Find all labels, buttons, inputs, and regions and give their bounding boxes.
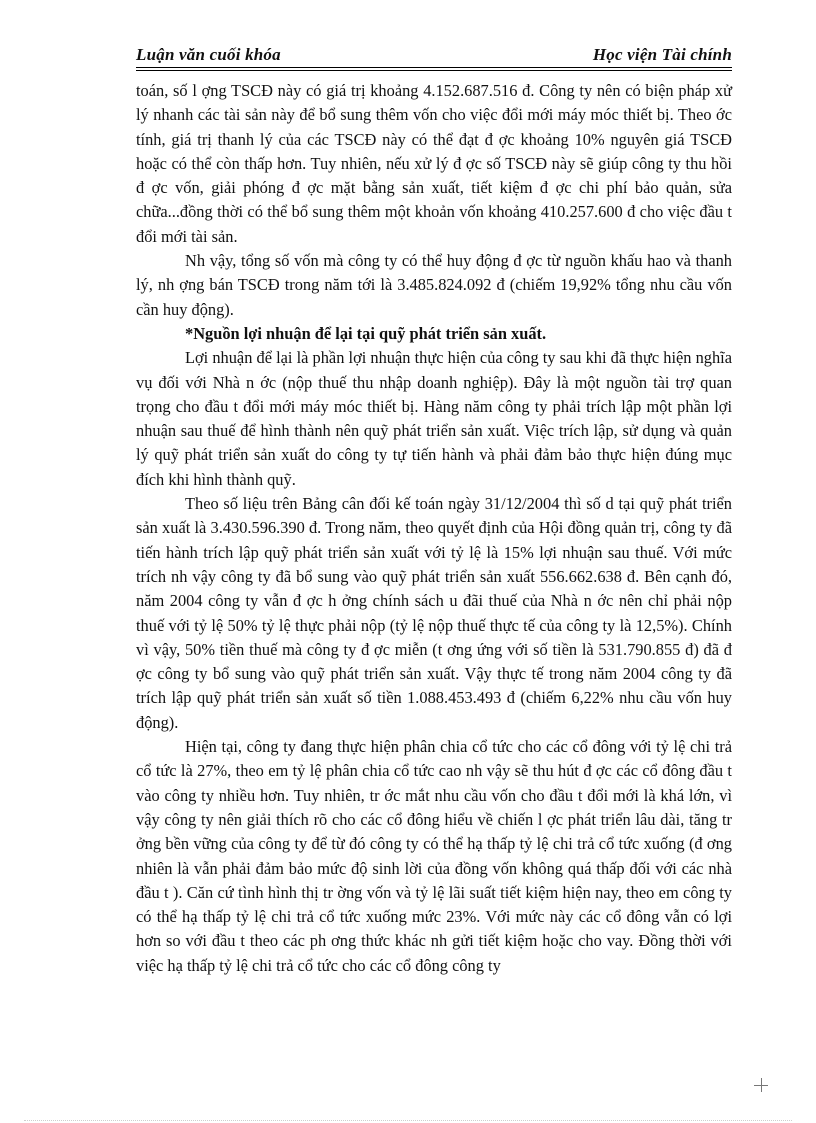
- section-heading-retained-profit: *Nguồn lợi nhuận để lại tại quỹ phát triển sản xuất.: [185, 323, 547, 343]
- page-bottom-border: [24, 1120, 792, 1121]
- header-rule-top: [136, 67, 732, 68]
- paragraph-retained-profit: Lợi nhuận để lại là phần lợi nhuận thực hiện của công ty sau khi đã thực hiện nghĩa vụ đối với Nhà n ớc (nộp thuế thu nhập doanh nghiệp). Đây là một nguồn tài trợ quan trọng cho đầu t đổi mới máy móc thiết bị. Hàng năm công ty phải trích lập một phần lợi nhuận sau thuế để hình thành nên quỹ phát triển sản xuất. Việc trích lập, sử dụng và quản lý quỹ phát triển sản xuất do công ty tự tiến hành và phải đảm bảo thực hiện đúng mục đích khi hình thành quỹ.: [136, 348, 732, 489]
- header-institution: Học viện Tài chính: [592, 45, 732, 64]
- paragraph-depreciation-summary: Nh vậy, tổng số vốn mà công ty có thể huy động đ ợc từ nguồn khấu hao và thanh lý, nh ợng bán TSCĐ trong năm tới là 3.485.824.092 đ (chiếm 19,92% tổng nhu cầu vốn cần huy động).: [136, 251, 732, 319]
- paragraph-asset-liquidation: toán, số l ợng TSCĐ này có giá trị khoảng 4.152.687.516 đ. Công ty nên có biện pháp xử lý nhanh các tài sản này để bổ sung thêm vốn cho việc đổi mới máy móc thiết bị. Theo ớc tính, giá trị thanh lý của các TSCĐ này có thể đạt đ ợc khoảng 10% nguyên giá TSCĐ hoặc có thể còn thấp hơn. Tuy nhiên, nếu xử lý đ ợc số TSCĐ này sẽ giúp công ty thu hồi đ ợc vốn, giải phóng đ ợc mặt bằng sản xuất, tiết kiệm đ ợc chi phí bảo quản, sửa chữa...đồng thời có thể bổ sung thêm một khoản vốn khoảng 410.257.600 đ cho việc đầu t đổi mới tài sản.: [136, 81, 732, 246]
- paragraph-development-fund: Theo số liệu trên Bảng cân đối kế toán ngày 31/12/2004 thì số d tại quỹ phát triển sản xuất là 3.430.596.390 đ. Trong năm, theo quyết định của Hội đồng quản trị, công ty đã tiến hành trích lập quỹ phát triển sản xuất với tỷ lệ là 15% lợi nhuận sau thuế. Với mức trích nh vậy công ty đã bổ sung vào quỹ phát triển sản xuất 556.662.638 đ. Bên cạnh đó, năm 2004 công ty vẫn đ ợc h ởng chính sách u đãi thuế của Nhà n ớc nên chỉ phải nộp thuế với tỷ lệ 50% tỷ lệ thực phải nộp (tỷ lệ nộp thuế thực tế của công ty là 12,5%). Chính vì vậy, 50% tiền thuế mà công ty đ ợc miễn (t ơng ứng với số tiền là 531.790.855 đ) đã đ ợc công ty bổ sung vào quỹ phát triển sản xuất. Vậy thực tế trong năm 2004 công ty đã trích lập quỹ phát triển sản xuất số tiền 1.088.453.493 đ (chiếm 6,22% nhu cầu vốn huy động).: [136, 494, 732, 732]
- page-header: [136, 45, 732, 67]
- header-rule-bottom: [136, 70, 732, 71]
- page-body: [136, 79, 732, 978]
- crop-mark: [754, 1078, 768, 1092]
- header-thesis-title: Luận văn cuối khóa: [136, 45, 281, 64]
- paragraph-dividend-policy: Hiện tại, công ty đang thực hiện phân chia cổ tức cho các cổ đông với tỷ lệ chi trả cổ tức là 27%, theo em tỷ lệ phân chia cổ tức cao nh vậy sẽ thu hút đ ợc các cổ đông đầu t vào công ty nhiều hơn. Tuy nhiên, tr ớc mắt nhu cầu vốn cho đầu t đổi mới là khá lớn, vì vậy công ty nên giải thích rõ cho các cổ đông hiểu về chiến l ợc phát triển lâu dài, tăng tr ởng bền vững của công ty để từ đó công ty có thể hạ thấp tỷ lệ chi trả cổ tức xuống (đ ơng nhiên là vẫn phải đảm bảo mức độ sinh lời của đồng vốn không quá thấp đối với các nhà đầu t ). Căn cứ tình hình thị tr ờng vốn và tỷ lệ lãi suất tiết kiệm hiện nay, theo em công ty có thể hạ thấp tỷ lệ chi trả cổ tức xuống mức 23%. Với mức này các cổ đông vẫn có lợi hơn so với đầu t theo các ph ơng thức khác nh gửi tiết kiệm hoặc cho vay. Đồng thời với việc hạ thấp tỷ lệ chi trả cổ tức cho các cổ đông công ty: [136, 737, 732, 975]
